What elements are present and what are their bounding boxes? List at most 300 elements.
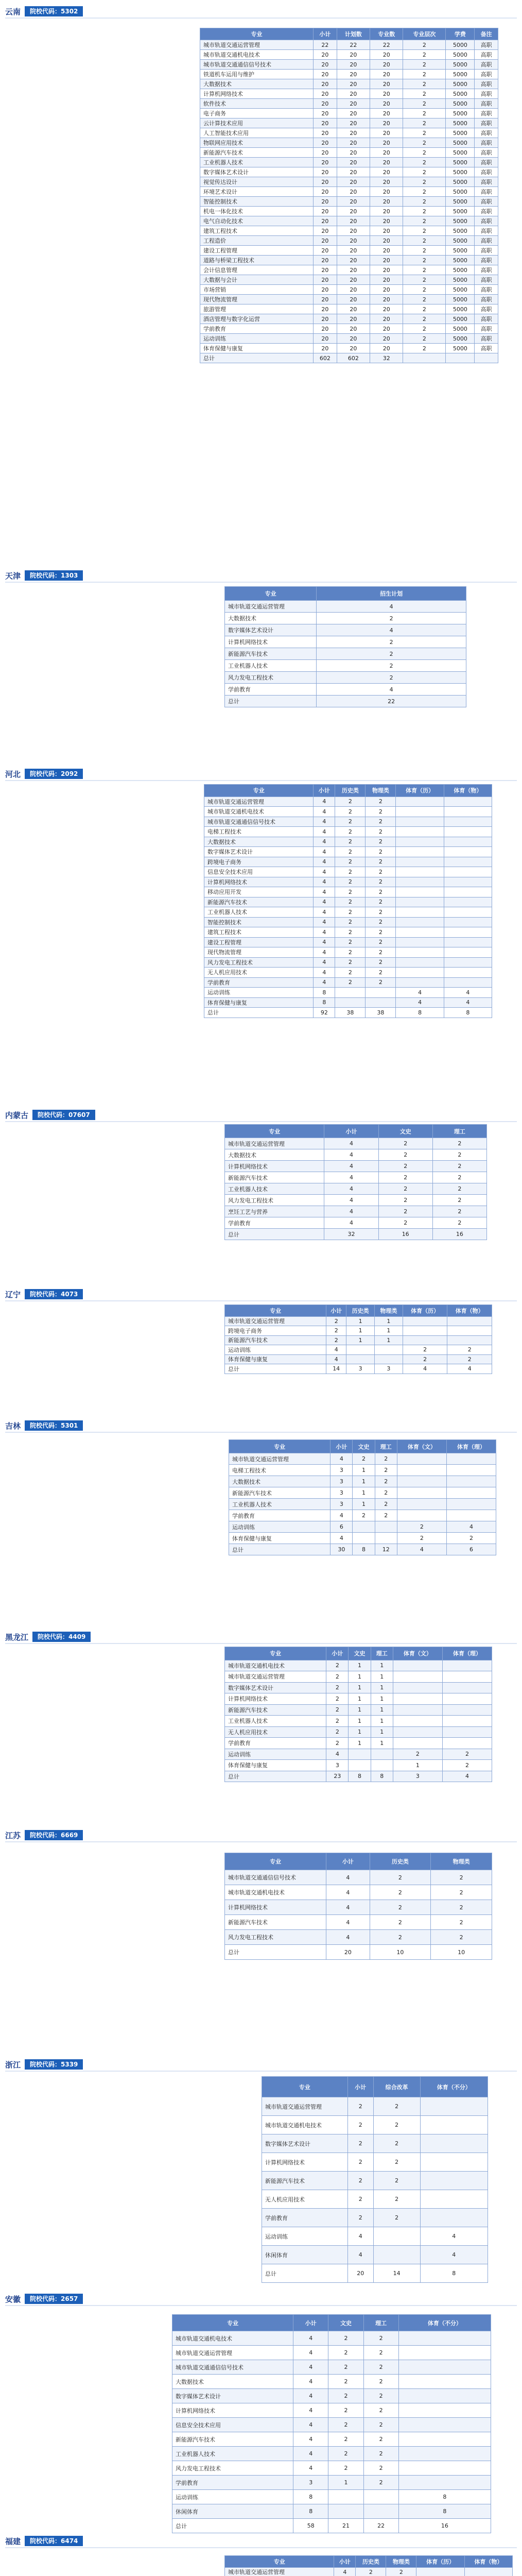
count-cell: 高职 bbox=[475, 197, 498, 207]
count-cell: 2 bbox=[363, 2331, 398, 2346]
count-cell bbox=[398, 2476, 491, 2490]
column-header: 理工 bbox=[363, 2315, 398, 2331]
table-row bbox=[172, 2331, 491, 2346]
count-cell bbox=[396, 817, 444, 827]
column-header: 理工 bbox=[375, 1440, 397, 1453]
count-cell: 20 bbox=[370, 167, 403, 177]
count-cell bbox=[446, 1499, 496, 1510]
column-header: 体育（不分） bbox=[420, 2077, 488, 2097]
table-row bbox=[204, 947, 492, 958]
count-cell: 20 bbox=[337, 324, 370, 334]
province-section bbox=[0, 0, 522, 21]
count-cell: 2 bbox=[393, 1749, 442, 1760]
table-row bbox=[225, 1900, 492, 1915]
section-header bbox=[0, 762, 522, 783]
count-cell: 2 bbox=[326, 1726, 349, 1738]
table-row bbox=[172, 2476, 491, 2490]
count-cell: 4 bbox=[330, 1453, 353, 1465]
section-divider bbox=[5, 780, 517, 781]
count-cell: 2 bbox=[326, 1326, 346, 1336]
count-cell: 1 bbox=[393, 1760, 442, 1771]
count-cell: 4 bbox=[403, 1364, 447, 1374]
major-name-cell: 数字媒体艺术设计 bbox=[225, 1682, 326, 1693]
table-row bbox=[200, 344, 498, 353]
count-cell: 5000 bbox=[446, 304, 475, 314]
table-row bbox=[204, 807, 492, 817]
count-cell bbox=[396, 867, 444, 877]
major-name-cell: 体育保健与康复 bbox=[225, 1760, 326, 1771]
table-row bbox=[204, 887, 492, 897]
count-cell: 2 bbox=[403, 70, 446, 79]
count-cell: 2 bbox=[375, 1499, 397, 1510]
table-header-row bbox=[225, 1305, 492, 1317]
enrollment-table bbox=[224, 586, 466, 707]
count-cell: 2 bbox=[403, 226, 446, 236]
table-row bbox=[225, 1206, 487, 1217]
count-cell: 2 bbox=[373, 2209, 420, 2227]
count-cell bbox=[398, 2346, 491, 2360]
major-name-cell: 移动应用开发 bbox=[204, 887, 314, 897]
table-row bbox=[204, 988, 492, 998]
count-cell: 20 bbox=[314, 246, 337, 256]
table-row bbox=[172, 2490, 491, 2504]
count-cell: 20 bbox=[370, 79, 403, 89]
count-cell bbox=[398, 2461, 491, 2476]
count-cell: 2 bbox=[335, 827, 366, 837]
table-row bbox=[225, 1183, 487, 1195]
count-cell: 20 bbox=[314, 167, 337, 177]
count-cell: 5000 bbox=[446, 128, 475, 138]
count-cell: 2 bbox=[403, 167, 446, 177]
major-name-cell: 数字媒体艺术设计 bbox=[204, 847, 314, 857]
province-section bbox=[0, 1283, 522, 1303]
count-cell bbox=[346, 1345, 375, 1355]
count-cell: 3 bbox=[393, 1771, 442, 1782]
table-row bbox=[225, 613, 466, 624]
count-cell: 30 bbox=[330, 1544, 353, 1555]
count-cell: 2 bbox=[403, 89, 446, 99]
count-cell bbox=[444, 887, 492, 897]
count-cell: 3 bbox=[293, 2476, 328, 2490]
column-header: 小计 bbox=[314, 28, 337, 40]
count-cell: 20 bbox=[370, 216, 403, 226]
table-row bbox=[200, 265, 498, 275]
major-name-cell: 城市轨道交通通信信号技术 bbox=[200, 60, 314, 70]
count-cell: 4 bbox=[446, 1521, 496, 1533]
table-row bbox=[262, 2172, 488, 2190]
count-cell: 4 bbox=[293, 2403, 328, 2418]
count-cell: 2 bbox=[366, 796, 396, 807]
column-header: 历史类 bbox=[346, 1305, 375, 1317]
count-cell: 4 bbox=[314, 947, 335, 958]
count-cell: 高职 bbox=[475, 167, 498, 177]
major-name-cell: 学前教育 bbox=[172, 2476, 293, 2490]
count-cell: 1 bbox=[349, 1738, 371, 1749]
count-cell bbox=[396, 857, 444, 867]
count-cell bbox=[396, 927, 444, 938]
count-cell: 2 bbox=[432, 1195, 486, 1206]
count-cell: 4 bbox=[396, 988, 444, 998]
table-row bbox=[225, 1149, 487, 1161]
column-header: 体育（物） bbox=[444, 785, 492, 797]
major-name-cell: 工业机器人技术 bbox=[200, 158, 314, 167]
count-cell: 2 bbox=[403, 1354, 447, 1364]
count-cell: 20 bbox=[337, 236, 370, 246]
count-cell: 2 bbox=[386, 2567, 416, 2576]
count-cell: 2 bbox=[335, 917, 366, 927]
count-cell: 4 bbox=[396, 997, 444, 1008]
count-cell bbox=[444, 857, 492, 867]
count-cell: 1 bbox=[349, 1671, 371, 1683]
section-divider bbox=[5, 582, 517, 583]
major-name-cell: 城市轨道交通机电技术 bbox=[262, 2116, 348, 2134]
major-name-cell: 大数据技术 bbox=[225, 613, 317, 624]
section-header bbox=[0, 1625, 522, 1646]
count-cell: 2 bbox=[403, 79, 446, 89]
count-cell: 2 bbox=[370, 1885, 431, 1900]
count-cell: 3 bbox=[375, 1364, 403, 1374]
count-cell: 20 bbox=[314, 197, 337, 207]
table-row bbox=[225, 2567, 513, 2576]
section-header bbox=[0, 2053, 522, 2074]
count-cell: 5000 bbox=[446, 187, 475, 197]
major-name-cell: 无人机应用技术 bbox=[225, 1726, 326, 1738]
count-cell: 5000 bbox=[446, 109, 475, 118]
count-cell: 20 bbox=[314, 285, 337, 295]
count-cell: 2 bbox=[328, 2346, 363, 2360]
major-name-cell: 城市轨道交通运营管理 bbox=[225, 1671, 326, 1683]
province-name: 福建 bbox=[5, 2537, 21, 2546]
major-name-cell: 建设工程管理 bbox=[200, 246, 314, 256]
count-cell: 4 bbox=[314, 807, 335, 817]
count-cell bbox=[393, 1738, 442, 1749]
count-cell: 2 bbox=[403, 344, 446, 353]
count-cell: 20 bbox=[370, 197, 403, 207]
count-cell: 高职 bbox=[475, 324, 498, 334]
major-name-cell: 城市轨道交通机电技术 bbox=[172, 2331, 293, 2346]
major-name-cell: 城市轨道交通通信信号技术 bbox=[172, 2360, 293, 2375]
count-cell: 4 bbox=[314, 927, 335, 938]
count-cell: 2 bbox=[317, 648, 466, 660]
count-cell bbox=[397, 1499, 446, 1510]
count-cell: 2 bbox=[326, 1738, 349, 1749]
table-row bbox=[225, 1138, 487, 1149]
major-name-cell: 建筑工程技术 bbox=[204, 927, 314, 938]
major-name-cell: 工业机器人技术 bbox=[229, 1499, 330, 1510]
count-cell: 2 bbox=[403, 158, 446, 167]
count-cell: 20 bbox=[337, 89, 370, 99]
count-cell: 1 bbox=[371, 1693, 393, 1705]
school-code-badge: 院校代码：2657 bbox=[25, 2294, 83, 2304]
count-cell: 2 bbox=[431, 1915, 492, 1930]
count-cell: 20 bbox=[370, 89, 403, 99]
count-cell: 2 bbox=[366, 897, 396, 907]
column-header: 专业 bbox=[225, 1647, 326, 1660]
count-cell: 20 bbox=[337, 314, 370, 324]
count-cell: 20 bbox=[370, 334, 403, 344]
major-name-cell: 计算机网络技术 bbox=[225, 1900, 326, 1915]
table-header-row bbox=[172, 2315, 491, 2331]
major-name-cell: 人工智能技术应用 bbox=[200, 128, 314, 138]
count-cell: 20 bbox=[337, 197, 370, 207]
major-name-cell: 数字媒体艺术设计 bbox=[262, 2134, 348, 2153]
major-name-cell: 数字媒体艺术设计 bbox=[225, 624, 317, 636]
count-cell: 2 bbox=[347, 2209, 373, 2227]
count-cell: 1 bbox=[349, 1716, 371, 1727]
count-cell: 2 bbox=[326, 1316, 346, 1326]
count-cell: 5000 bbox=[446, 246, 475, 256]
count-cell: 20 bbox=[370, 236, 403, 246]
count-cell bbox=[442, 1693, 492, 1705]
section-divider bbox=[5, 1432, 517, 1433]
count-cell: 3 bbox=[346, 1364, 375, 1374]
count-cell: 20 bbox=[370, 207, 403, 216]
table-row bbox=[200, 216, 498, 226]
count-cell: 20 bbox=[337, 167, 370, 177]
table-row bbox=[225, 1716, 492, 1727]
count-cell: 2 bbox=[366, 917, 396, 927]
column-header: 体育（不分） bbox=[398, 2315, 491, 2331]
major-name-cell: 风力发电工程技术 bbox=[204, 957, 314, 968]
table-row bbox=[172, 2375, 491, 2389]
count-cell: 4 bbox=[293, 2432, 328, 2447]
count-cell: 20 bbox=[314, 256, 337, 265]
count-cell: 20 bbox=[370, 60, 403, 70]
major-name-cell: 运动训练 bbox=[200, 334, 314, 344]
province-name: 河北 bbox=[5, 770, 21, 779]
count-cell: 2 bbox=[363, 2403, 398, 2418]
count-cell bbox=[444, 807, 492, 817]
major-name-cell: 计算机网络技术 bbox=[225, 636, 317, 648]
count-cell: 5000 bbox=[446, 79, 475, 89]
table-row bbox=[225, 1726, 492, 1738]
major-name-cell: 学前教育 bbox=[225, 1217, 324, 1229]
count-cell: 20 bbox=[370, 285, 403, 295]
count-cell: 2 bbox=[403, 334, 446, 344]
count-cell: 20 bbox=[370, 275, 403, 285]
table-row bbox=[204, 968, 492, 978]
column-header: 物理类 bbox=[375, 1305, 403, 1317]
count-cell: 2 bbox=[363, 2432, 398, 2447]
major-name-cell: 旅游管理 bbox=[200, 304, 314, 314]
count-cell: 5000 bbox=[446, 256, 475, 265]
count-cell: 20 bbox=[337, 334, 370, 344]
count-cell: 2 bbox=[347, 2190, 373, 2209]
major-name-cell: 酒店管理与数字化运营 bbox=[200, 314, 314, 324]
section-divider bbox=[5, 18, 517, 19]
table-row bbox=[200, 226, 498, 236]
table-row bbox=[225, 684, 466, 696]
count-cell: 高职 bbox=[475, 236, 498, 246]
column-header: 专业 bbox=[229, 1440, 330, 1453]
column-header: 物理类 bbox=[366, 785, 396, 797]
count-cell: 4 bbox=[326, 1885, 370, 1900]
count-cell bbox=[475, 353, 498, 363]
enrollment-table bbox=[224, 2555, 513, 2576]
count-cell bbox=[447, 1316, 492, 1326]
major-name-cell: 机电一体化技术 bbox=[200, 207, 314, 216]
count-cell: 14 bbox=[326, 1364, 346, 1374]
count-cell: 4 bbox=[293, 2360, 328, 2375]
count-cell bbox=[349, 1760, 371, 1771]
count-cell: 1 bbox=[375, 1335, 403, 1345]
count-cell: 高职 bbox=[475, 128, 498, 138]
count-cell: 20 bbox=[370, 304, 403, 314]
count-cell bbox=[346, 1354, 375, 1364]
count-cell: 4 bbox=[317, 684, 466, 696]
count-cell: 2 bbox=[335, 867, 366, 877]
count-cell: 20 bbox=[370, 99, 403, 109]
column-header: 专业 bbox=[204, 785, 314, 797]
count-cell bbox=[398, 2360, 491, 2375]
major-name-cell: 信息安全技术应用 bbox=[204, 867, 314, 877]
count-cell bbox=[396, 837, 444, 847]
count-cell bbox=[420, 2190, 488, 2209]
major-name-cell: 新能源汽车技术 bbox=[225, 1172, 324, 1183]
count-cell bbox=[396, 907, 444, 918]
total-row bbox=[225, 1771, 492, 1782]
count-cell bbox=[420, 2097, 488, 2116]
count-cell: 2 bbox=[403, 256, 446, 265]
school-code-badge: 院校代码：6474 bbox=[25, 2536, 83, 2546]
count-cell: 1 bbox=[353, 1499, 375, 1510]
count-cell: 20 bbox=[314, 109, 337, 118]
count-cell: 20 bbox=[314, 60, 337, 70]
count-cell: 2 bbox=[328, 2461, 363, 2476]
enrollment-table bbox=[224, 1647, 492, 1782]
count-cell: 4 bbox=[314, 937, 335, 947]
count-cell: 20 bbox=[370, 314, 403, 324]
count-cell bbox=[403, 1335, 447, 1345]
count-cell: 2 bbox=[403, 265, 446, 275]
count-cell: 2 bbox=[366, 937, 396, 947]
table-row bbox=[225, 1682, 492, 1693]
table-row bbox=[200, 295, 498, 304]
count-cell: 2 bbox=[335, 927, 366, 938]
count-cell: 4 bbox=[324, 1138, 378, 1149]
table-row bbox=[225, 1195, 487, 1206]
table-row bbox=[172, 2418, 491, 2432]
count-cell bbox=[416, 2567, 464, 2576]
count-cell: 2 bbox=[378, 1161, 432, 1172]
major-name-cell: 城市轨道交通运营管理 bbox=[200, 40, 314, 50]
count-cell: 4 bbox=[314, 917, 335, 927]
major-name-cell: 计算机网络技术 bbox=[172, 2403, 293, 2418]
count-cell: 2 bbox=[366, 877, 396, 887]
count-cell: 2 bbox=[447, 1345, 492, 1355]
count-cell: 20 bbox=[337, 246, 370, 256]
province-name: 江苏 bbox=[5, 1831, 21, 1840]
table-row bbox=[204, 857, 492, 867]
province-section bbox=[0, 1414, 522, 1435]
count-cell: 2 bbox=[335, 887, 366, 897]
major-name-cell: 工业机器人技术 bbox=[225, 1716, 326, 1727]
count-cell: 2 bbox=[432, 1172, 486, 1183]
enrollment-table bbox=[204, 784, 492, 1018]
count-cell: 20 bbox=[337, 344, 370, 353]
count-cell: 高职 bbox=[475, 158, 498, 167]
count-cell bbox=[398, 2403, 491, 2418]
count-cell: 3 bbox=[326, 1760, 349, 1771]
table-row bbox=[225, 1704, 492, 1716]
count-cell: 2 bbox=[366, 907, 396, 918]
count-cell bbox=[447, 1326, 492, 1336]
count-cell bbox=[393, 1682, 442, 1693]
count-cell: 23 bbox=[326, 1771, 349, 1782]
count-cell bbox=[444, 957, 492, 968]
count-cell: 5000 bbox=[446, 285, 475, 295]
section-divider bbox=[5, 1841, 517, 1842]
count-cell bbox=[371, 1760, 393, 1771]
table-row bbox=[225, 1870, 492, 1885]
count-cell bbox=[393, 1704, 442, 1716]
count-cell: 20 bbox=[337, 265, 370, 275]
major-name-cell: 运动训练 bbox=[172, 2490, 293, 2504]
table-row bbox=[204, 867, 492, 877]
major-name-cell: 大数据技术 bbox=[225, 1149, 324, 1161]
table-row bbox=[200, 256, 498, 265]
count-cell: 2 bbox=[373, 2153, 420, 2172]
count-cell: 10 bbox=[370, 1945, 431, 1960]
major-name-cell: 城市轨道交通通信信号技术 bbox=[204, 817, 314, 827]
school-code-badge: 院校代码：1303 bbox=[25, 570, 83, 581]
province-name: 云南 bbox=[5, 7, 21, 16]
count-cell: 20 bbox=[337, 216, 370, 226]
count-cell bbox=[396, 937, 444, 947]
count-cell: 20 bbox=[370, 226, 403, 236]
table-row bbox=[229, 1476, 496, 1487]
count-cell bbox=[396, 917, 444, 927]
table-row bbox=[225, 1671, 492, 1683]
count-cell: 2 bbox=[363, 2389, 398, 2403]
count-cell: 2 bbox=[353, 1453, 375, 1465]
count-cell: 高职 bbox=[475, 118, 498, 128]
count-cell: 20 bbox=[337, 177, 370, 187]
count-cell: 2 bbox=[375, 1487, 397, 1499]
count-cell: 2 bbox=[431, 1885, 492, 1900]
table-row bbox=[200, 89, 498, 99]
count-cell: 38 bbox=[335, 1008, 366, 1018]
count-cell bbox=[393, 1716, 442, 1727]
count-cell: 4 bbox=[293, 2375, 328, 2389]
major-name-cell: 新能源汽车技术 bbox=[225, 1704, 326, 1716]
major-name-cell: 城市轨道交通运营管理 bbox=[172, 2346, 293, 2360]
count-cell bbox=[398, 2418, 491, 2432]
count-cell: 1 bbox=[371, 1716, 393, 1727]
table-row bbox=[204, 796, 492, 807]
count-cell bbox=[442, 1671, 492, 1683]
major-name-cell: 计算机网络技术 bbox=[204, 877, 314, 887]
count-cell: 2 bbox=[326, 1693, 349, 1705]
count-cell bbox=[444, 847, 492, 857]
count-cell: 2 bbox=[403, 138, 446, 148]
count-cell: 2 bbox=[373, 2097, 420, 2116]
count-cell: 2 bbox=[328, 2389, 363, 2403]
count-cell: 4 bbox=[314, 867, 335, 877]
count-cell: 2 bbox=[328, 2375, 363, 2389]
column-header: 招生计划 bbox=[317, 587, 466, 601]
count-cell: 1 bbox=[375, 1316, 403, 1326]
count-cell: 1 bbox=[371, 1738, 393, 1749]
province-name: 浙江 bbox=[5, 2060, 21, 2070]
count-cell: 2 bbox=[403, 197, 446, 207]
column-header: 体育（物） bbox=[447, 1305, 492, 1317]
major-name-cell: 现代物流管理 bbox=[200, 295, 314, 304]
count-cell bbox=[353, 1533, 375, 1544]
count-cell bbox=[446, 1487, 496, 1499]
count-cell: 5000 bbox=[446, 70, 475, 79]
major-name-cell: 计算机网络技术 bbox=[200, 89, 314, 99]
